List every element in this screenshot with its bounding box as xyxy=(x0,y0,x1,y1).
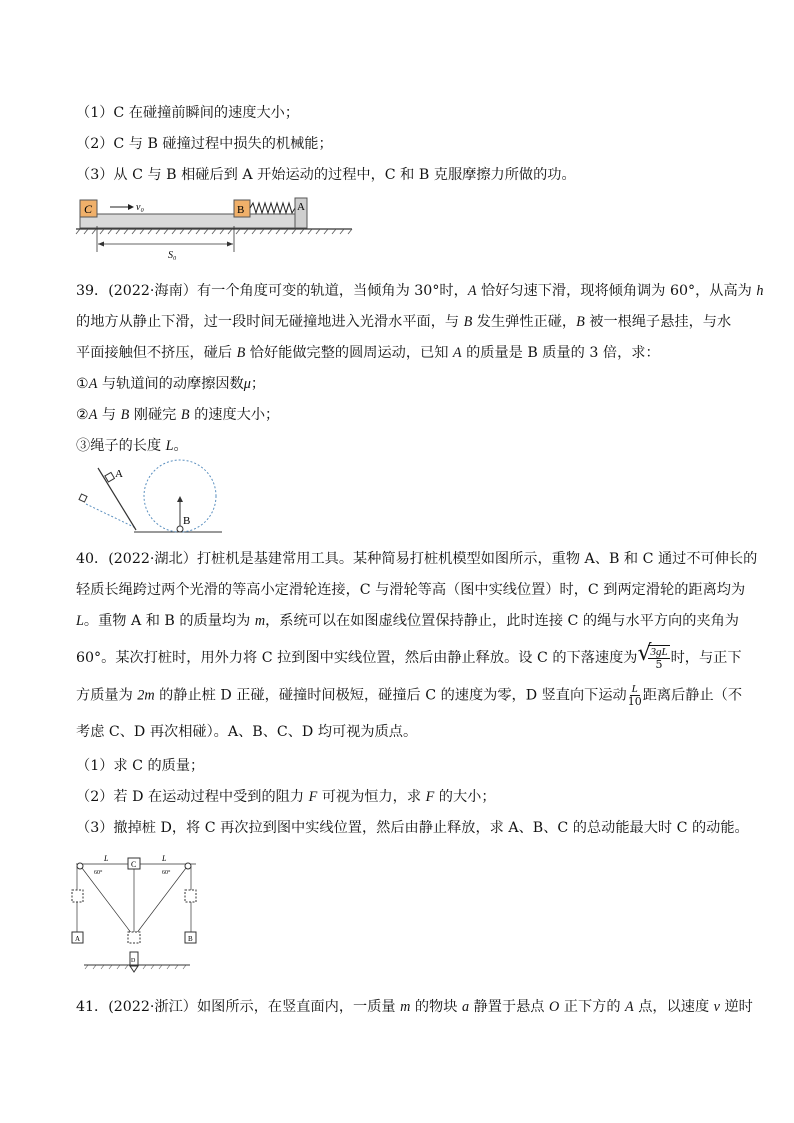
svg-text:D: D xyxy=(131,958,136,964)
svg-text:C: C xyxy=(131,860,137,869)
svg-text:B: B xyxy=(188,935,193,943)
svg-text:L: L xyxy=(162,854,167,863)
q40-line1: 40．(2022·湖北）打桩机是基建常用工具。某种简易打桩机模型如图所示，重物 A、B 和 C 通过不可伸长的 xyxy=(76,551,758,567)
spring xyxy=(250,203,295,213)
q40-line3: L。重物 A 和 B 的质量均为 m，系统可以在如图虚线位置保持静止，此时连接 C 的绳与水平方向的夹角为 xyxy=(76,613,739,629)
q38-sub1: （1）C 在碰撞前瞬间的速度大小； xyxy=(76,105,300,121)
svg-text:60°: 60° xyxy=(94,870,103,876)
q40-line6: 考虑 C、D 再次相碰）。A、B、C、D 均可视为质点。 xyxy=(76,724,418,740)
q39-sub2: ②A 与 B 刚碰完 B 的速度大小； xyxy=(76,407,280,423)
s0-label: S₀ xyxy=(168,250,177,261)
q39-figure xyxy=(76,462,226,540)
block-a-label: A xyxy=(297,201,305,213)
q40-sub1: （1）求 C 的质量； xyxy=(76,758,205,774)
block-c-label: C xyxy=(84,202,93,216)
svg-text:A: A xyxy=(115,468,123,480)
dotted-track xyxy=(86,504,136,528)
v0-label: v₀ xyxy=(136,202,144,213)
q40-line5: 方质量为 2m 的静止桩 D 正碰，碰撞时间极短，碰撞后 C 的速度为零，D 竖直向下运动 $\frac{L}{10}$ 距离后静止（不 xyxy=(76,683,743,708)
q38-sub2: （2）C 与 B 碰撞过程中损失的机械能； xyxy=(76,136,333,152)
q38-figure xyxy=(76,196,356,260)
q39-sub3: ③绳子的长度 L。 xyxy=(76,438,188,454)
svg-text:60°: 60° xyxy=(162,870,171,876)
svg-text:B: B xyxy=(183,515,191,527)
q40-sub2: （2）若 D 在运动过程中受到的阻力 F 可视为恒力，求 F 的大小； xyxy=(76,789,496,805)
q39-line2: 的地方从静止下滑，过一段时间无碰撞地进入光滑水平面，与 B 发生弹性正碰，B 被一根绳子悬挂，与水 xyxy=(76,314,732,330)
q40-line4: 60°。某次打桩时，用外力将 C 拉到图中实线位置，然后由静止释放。设 C 的下落速度为 √ $\frac{3gL}{5}$ 时，与正下 xyxy=(76,641,742,671)
svg-text:A: A xyxy=(75,935,81,943)
block-b-label: B xyxy=(237,204,245,216)
q40-line2: 轻质长绳跨过两个光滑的等高小定滑轮连接，C 与滑轮等高（图中实线位置）时，C 到两定滑轮的距离均为 xyxy=(76,582,746,598)
q41-line1: 41．(2022·浙江）如图所示，在竖直面内，一质量 m 的物块 a 静置于悬点 O 正下方的 A 点，以速度 v 逆时 xyxy=(76,999,753,1015)
q38-sub3: （3）从 C 与 B 相碰后到 A 开始运动的过程中，C 和 B 克服摩擦力所做的功。 xyxy=(76,167,576,183)
q39-line1: 39．(2022·海南）有一个角度可变的轨道，当倾角为 30°时，A 恰好匀速下滑，现将倾角调为 60°，从高为 h xyxy=(76,283,764,299)
q39-sub1: ①A 与轨道间的动摩擦因数μ； xyxy=(76,376,266,392)
block-c-dashed xyxy=(128,932,140,943)
q40-figure xyxy=(76,852,204,976)
q40-sub3: （3）撤掉桩 D，将 C 再次拉到图中实线位置，然后由静止释放，求 A、B、C 的总动能最大时 C 的动能。 xyxy=(76,820,749,836)
svg-text:L: L xyxy=(104,854,109,863)
plank xyxy=(80,214,296,228)
q39-line3: 平面接触但不挤压，碰后 B 恰好能做完整的圆周运动，已知 A 的质量是 B 质量的 3 倍，求： xyxy=(76,345,660,361)
